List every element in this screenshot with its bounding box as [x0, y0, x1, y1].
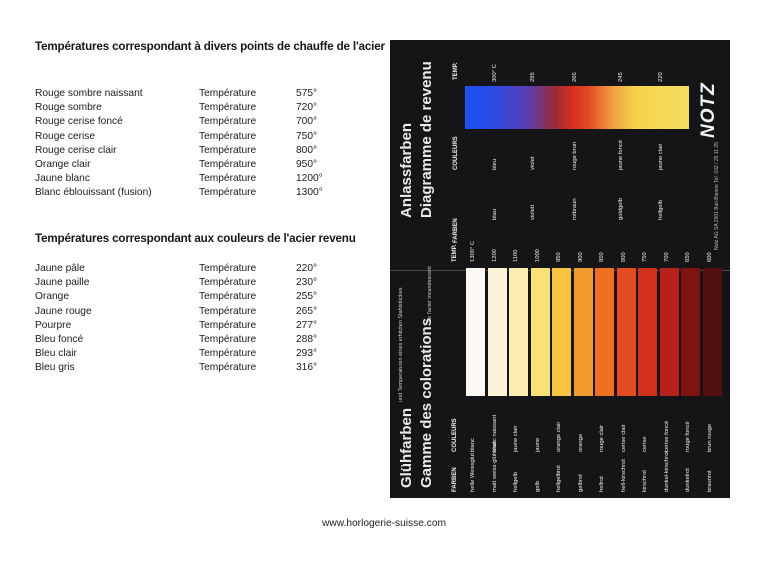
glow-title-de: Glühfarben [398, 407, 415, 488]
color-name: Orange [35, 291, 69, 303]
glow-color-de: hellrot [599, 476, 605, 492]
color-name: Rouge cerise [35, 130, 96, 142]
glow-color-de: gelbrot [577, 474, 584, 492]
temperature-label: Température [199, 277, 257, 289]
temper-color-fr: violet [530, 156, 536, 170]
temperature-value: 800° [296, 144, 318, 156]
temper-temp-label: 220 [658, 72, 664, 82]
temperature-label: Température [199, 305, 257, 317]
temperature-label: Température [199, 263, 257, 274]
section1-title: Températures correspondant à divers points de chauffe de l'acier [35, 40, 385, 53]
glow-color-swatch [466, 268, 485, 396]
glow-color-swatch [574, 268, 593, 396]
color-name: Jaune pâle [35, 263, 85, 274]
glow-temp-label: 1200 [491, 249, 498, 262]
glow-color-fr: cerise clair [620, 424, 627, 452]
glow-color-fr: brun rouge [706, 423, 713, 452]
temperature-label: Température [199, 333, 257, 345]
color-name: Pourpre [35, 319, 72, 331]
glow-hdr-temp: TEMP. [452, 244, 458, 262]
temper-color-de: hellgelb [658, 200, 664, 220]
glow-subtitle-fr: de l'acier incandescent [427, 266, 433, 322]
glow-color-swatch [703, 268, 722, 396]
temperature-value: 750° [296, 130, 318, 142]
section2-title: Températures correspondant aux couleurs de l'acier revenu [35, 232, 356, 245]
color-name: Bleu gris [35, 362, 75, 374]
glow-temp-label: 700 [663, 252, 670, 262]
glow-color-swatch [638, 268, 657, 396]
temper-color-de: blau [492, 209, 498, 220]
glow-color-fr: cerise foncé [663, 420, 670, 452]
glow-color-fr: rouge clair [599, 424, 605, 452]
temperature-value: 293° [296, 348, 318, 360]
temper-color-de: rotbraun [572, 198, 578, 220]
temperature-label: Température [199, 144, 257, 156]
color-name: Jaune blanc [35, 173, 90, 185]
glow-color-de: hell-kirschrot [620, 459, 627, 492]
glow-color-swatch [509, 268, 528, 396]
glow-color-de: dunkelrot [685, 468, 691, 492]
color-name: Bleu clair [35, 348, 77, 360]
color-name: Orange clair [35, 158, 91, 170]
temperature-value: 1200° [296, 173, 323, 185]
glow-temp-label: 650 [685, 252, 691, 262]
color-name: Rouge sombre naissant [35, 88, 143, 99]
temper-color-fr: rouge brun [572, 141, 578, 170]
temper-hdr-temp: TEMP. [453, 62, 459, 80]
temper-color-de: goldgelb [618, 198, 624, 220]
color-name: Rouge cerise clair [35, 144, 117, 156]
glow-color-de: braunrot [706, 470, 713, 492]
temper-temp-label: 300° C [492, 64, 498, 82]
glow-color-de: dunkel-kirschrot [663, 451, 670, 492]
temper-color-fr: jaune foncé [618, 140, 624, 170]
glow-temp-label: 950 [556, 252, 562, 262]
glow-color-fr: jaune clair [513, 425, 519, 452]
glow-color-swatch [681, 268, 700, 396]
temperature-label: Température [199, 88, 257, 99]
temperature-label: Température [199, 291, 257, 303]
footer-url: www.horlogerie-suisse.com [322, 518, 446, 529]
glow-color-swatch [531, 268, 550, 396]
glow-subtitle-de: und Temperaturen eines erhitzten Stahlstückes [398, 287, 404, 402]
temperature-label: Température [199, 173, 257, 185]
temperature-value: 220° [296, 263, 318, 274]
glow-color-swatch [617, 268, 636, 396]
notz-logo: NOTZ [698, 82, 719, 138]
notz-address: Notz AG SA 2501 Biel-Bienne Tel. 032 / 25 11 25 [714, 142, 720, 250]
glow-color-fr: blanc [470, 438, 476, 452]
temperature-label: Température [199, 319, 257, 331]
glow-temp-label: 1000 [534, 249, 541, 262]
glow-color-swatch [595, 268, 614, 396]
color-name: Jaune rouge [35, 305, 92, 317]
temperature-label: Température [199, 348, 257, 360]
temper-color-fr: bleu [492, 159, 498, 170]
glow-title-fr: Gamme des colorations [418, 317, 435, 488]
temperature-value: 1300° [296, 187, 323, 199]
glow-color-de: kirschrot [642, 470, 648, 492]
glow-color-de: gelb [534, 481, 541, 492]
glow-color-fr: blanc naissant [491, 414, 498, 452]
temper-color-fr: jaune clair [658, 143, 664, 170]
glow-temp-label: 1300° C [470, 240, 476, 262]
glow-color-de: matt weiss-glühend [491, 442, 498, 492]
glow-temp-label: 800 [620, 252, 627, 262]
glow-temp-label: 750 [642, 252, 648, 262]
glow-temp-label: 600 [706, 252, 713, 262]
glow-color-fr: rouge foncé [685, 421, 691, 452]
glow-color-swatch [660, 268, 679, 396]
temperature-value: 720° [296, 102, 318, 114]
glow-color-de: hellgelbrot [556, 465, 562, 492]
glow-temp-label: 850 [599, 252, 605, 262]
temper-title-de: Anlassfarben [398, 122, 415, 218]
temperature-label: Température [199, 187, 257, 199]
temperature-label: Température [199, 158, 257, 170]
glow-temp-label: 900 [577, 252, 584, 262]
glow-color-swatch [488, 268, 507, 396]
temperature-value: 950° [296, 158, 318, 170]
temper-color-de: violett [530, 204, 536, 220]
color-name: Rouge sombre [35, 102, 102, 114]
glow-hdr-farben: FARBEN [452, 467, 458, 492]
temper-temp-label: 265 [572, 72, 578, 82]
temper-title-fr: Diagramme de revenu [418, 61, 435, 218]
temperature-label: Température [199, 362, 257, 374]
temperature-value: 700° [296, 116, 318, 128]
color-chart-poster [390, 40, 730, 498]
temper-gradient-bar [465, 86, 689, 129]
temper-temp-label: 285 [530, 72, 536, 82]
temper-temp-label: 245 [618, 72, 624, 82]
color-name: Blanc éblouissant (fusion) [35, 187, 152, 199]
color-name: Bleu foncé [35, 333, 84, 345]
temperature-label: Température [199, 102, 257, 114]
glow-color-fr: cerise [642, 436, 648, 452]
glow-color-fr: orange [577, 433, 584, 452]
temperature-value: 277° [296, 319, 318, 331]
temperature-value: 288° [296, 333, 318, 345]
glow-color-fr: orange clair [556, 421, 562, 452]
color-name: Jaune paille [35, 277, 90, 289]
temper-hdr-couleurs: COULEURS [453, 136, 459, 170]
glow-color-fr: jaune [534, 437, 541, 452]
glow-hdr-couleurs: COULEURS [452, 418, 458, 452]
temperature-value: 265° [296, 305, 318, 317]
temperature-value: 255° [296, 291, 318, 303]
temperature-label: Température [199, 116, 257, 128]
temperature-value: 575° [296, 88, 318, 99]
glow-color-de: helle Weissglut [470, 453, 476, 492]
temperature-label: Température [199, 130, 257, 142]
temper-hdr-farben: FARBEN [453, 218, 459, 243]
color-name: Rouge cerise foncé [35, 116, 123, 128]
glow-color-de: hellgelb [513, 472, 519, 492]
glow-temp-label: 1100 [513, 249, 519, 262]
temperature-value: 316° [296, 362, 318, 374]
temperature-value: 230° [296, 277, 318, 289]
glow-color-swatch [552, 268, 571, 396]
